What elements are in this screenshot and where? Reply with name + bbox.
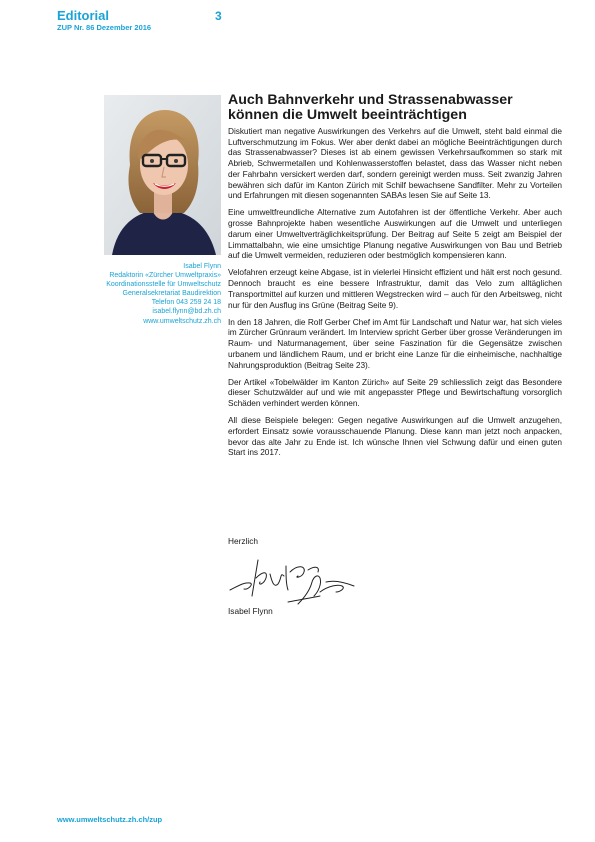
headline-line-1: Auch Bahnverkehr und Strassenabwasser (228, 92, 513, 108)
article-body (228, 126, 562, 458)
section-title: Editorial (57, 8, 110, 23)
paragraph: Diskutiert man negative Auswirkungen des Verkehrs auf die Umwelt, steht bald einmal die Luftverschmutzung im Fokus. Wer aber denkt dabei an mögliche Beeinträchtigungen durch das Strassenabwasser? Dieses ist ab einem gewissen Verkehrsaufkommen so stark mit Abrieb, Schwermetallen und Kohlenwasserstoffen belastet, dass das Wasser nicht neben der Fahrbahn versickert werden darf, sondern gereinigt werden muss. Seit zwanzig Jahren bewähren sich dafür im Kanton Zürich mit Schilf bewachsene Sandfilter. Mehr zu Vorteilen und Erfahrungen mit diesen sogenannten SABAs lesen Sie auf Seite 13. (228, 126, 562, 201)
signer-name: Isabel Flynn (228, 606, 273, 616)
author-phone: Telefon 043 259 24 18 (151, 299, 221, 307)
editorial-article (228, 93, 562, 465)
paragraph: Velofahren erzeugt keine Abgase, ist in vielerlei Hinsicht effizient und hält erst noch gesund. Dennoch braucht es eine bessere Infrastruktur, damit das Velo zum alltäglichen Transportmittel auf kurzen und mittleren Wegstrecken wird – auch für den Arbeitsweg, nicht nur für den Ausflug ins Grüne (Beitrag Seite 9). (228, 267, 562, 310)
author-department: Koordinationsstelle für Umweltschutz (106, 281, 221, 289)
author-role: Redaktorin «Zürcher Umweltpraxis» (109, 272, 221, 280)
closing-greeting: Herzlich (228, 536, 258, 546)
article-headline (228, 93, 562, 123)
page-number: 3 (215, 9, 222, 23)
paragraph: In den 18 Jahren, die Rolf Gerber Chef im Amt für Landschaft und Natur war, hat sich vieles im Zürcher Grünraum verändert. Im Interview spricht Gerber über grosse Veränderungen im Raum- und Naturmanagement, über seine Faszination für die Gegensätze zwischen urbanem und ländlichem Raum, und er bricht eine Lanze für die einheimische, nachhaltige Nahrungsproduktion (Beitrag Seite 23). (228, 316, 562, 370)
author-website[interactable]: www.umweltschutz.zh.ch (143, 317, 221, 325)
paragraph: Eine umweltfreundliche Alternative zum Autofahren ist der öffentliche Verkehr. Aber auch grosse Bahnprojekte haben wesentliche Auswirkungen auf die Umwelt und unterliegen darum einer Umweltverträglichkeitsprüfung. Der Beitrag auf Seite 5 zeigt am Beispiel der Limmattalbahn, wie eine umsichtige Planung negative Auswirkungen von Bau und Betrieb auf die Umwelt vermeiden, reduzieren oder bestmöglich kompensieren kann. (228, 207, 562, 261)
author-name: Isabel Flynn (183, 263, 221, 270)
author-office: Generalsekretariat Baudirektion (122, 290, 221, 298)
footer-link[interactable]: www.umweltschutz.zh.ch/zup (57, 815, 163, 824)
handwritten-signature (228, 552, 358, 608)
page-header (57, 9, 257, 32)
paragraph: Der Artikel «Tobelwälder im Kanton Zürich» auf Seite 29 schliesslich zeigt das Besondere dieser Schutzwälder auf und wie mit angepasster Pflege und Bewirtschaftung vorsorglich Schäden verhindert werden können. (228, 376, 562, 409)
headline-line-2: können die Umwelt beeinträchtigen (228, 107, 467, 123)
author-portrait (104, 95, 221, 255)
author-email[interactable]: isabel.flynn@bd.zh.ch (152, 308, 221, 316)
author-contact (80, 262, 221, 326)
issue-label: ZUP Nr. 86 Dezember 2016 (57, 23, 152, 32)
paragraph: All diese Beispiele belegen: Gegen negative Auswirkungen auf die Umwelt anzugehen, erfordert Einsatz sowie vorausschauende Planung. Diese kann man jetzt noch anpacken, bevor das alte Jahr zu Ende ist. Ich wünsche Ihnen viel Schwung dafür und einen guten Start ins 2017. (228, 415, 562, 458)
